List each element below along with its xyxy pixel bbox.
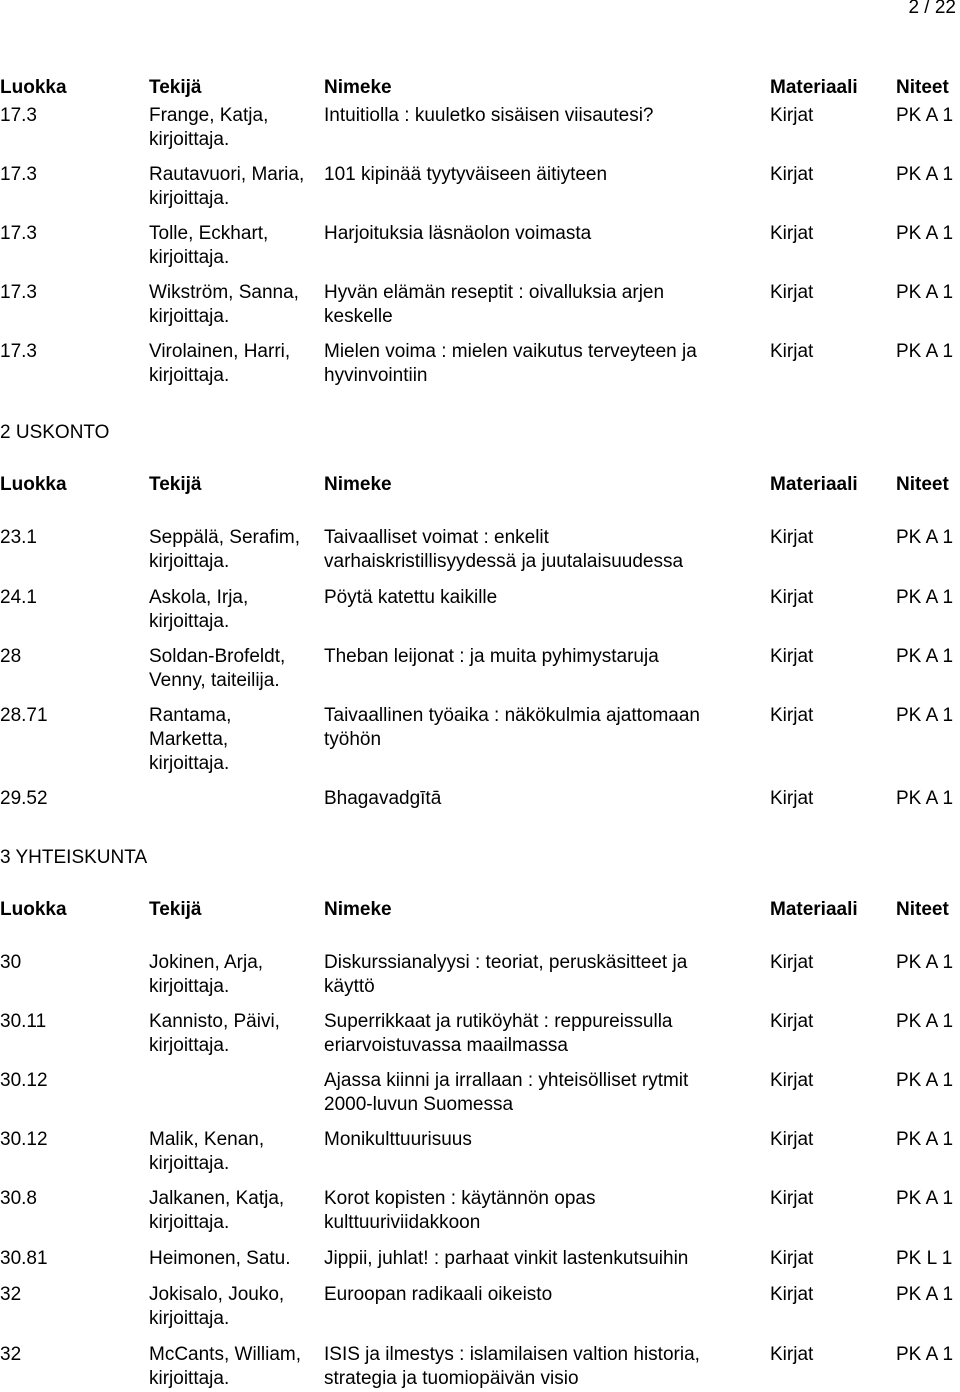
niteet-cell: PK A 1 [896,164,954,185]
tekija-cell [149,163,304,211]
luokka-cell: 28.71 [0,705,48,726]
niteet-cell: PK A 1 [896,1284,954,1305]
nimeke-line: Harjoituksia läsnäolon voimasta [324,223,592,244]
nimeke-line: kulttuuriviidakkoon [324,1212,481,1233]
tekija-line: kirjoittaja. [149,1153,230,1174]
header-luokka: Luokka [0,474,67,495]
niteet-cell: PK A 1 [896,788,954,809]
nimeke-line: varhaiskristillisyydessä ja juutalaisuudessa [324,551,684,572]
tekija-line: Kannisto, Päivi, [149,1011,280,1032]
nimeke-line: Superrikkaat ja rutiköyhät : reppureissulla [324,1011,673,1032]
luokka-cell: 30 [0,952,22,973]
tekija-line: Malik, Kenan, [149,1129,265,1150]
niteet-cell: PK A 1 [896,223,954,244]
luokka-cell: 23.1 [0,527,37,548]
tekija-line: Rautavuori, Maria, [149,164,305,185]
tekija-line: Frange, Katja, [149,105,269,126]
luokka-cell: 30.12 [0,1070,48,1091]
nimeke-line: Ajassa kiinni ja irrallaan : yhteisölliset rytmit [324,1070,689,1091]
luokka-cell: 17.3 [0,105,37,126]
niteet-cell: PK A 1 [896,1011,954,1032]
tekija-line: kirjoittaja. [149,1308,230,1329]
tekija-cell [149,1128,264,1176]
luokka-cell: 28 [0,646,22,667]
tekija-line: kirjoittaja. [149,247,230,268]
niteet-cell: PK A 1 [896,587,954,608]
materiaali-cell: Kirjat [770,282,814,303]
materiaali-cell: Kirjat [770,1188,814,1209]
nimeke-line: ISIS ja ilmestys : islamilaisen valtion historia, [324,1344,700,1365]
tekija-line: Rantama, [149,705,232,726]
header-nimeke: Nimeke [324,474,392,495]
nimeke-line: Bhagavadgītā [324,788,442,809]
header-materiaali: Materiaali [770,474,858,495]
materiaali-cell: Kirjat [770,788,814,809]
niteet-cell: PK A 1 [896,646,954,667]
luokka-cell: 30.8 [0,1188,37,1209]
nimeke-line: eriarvoistuvassa maailmassa [324,1035,568,1056]
materiaali-cell: Kirjat [770,1011,814,1032]
tekija-cell [149,951,263,999]
nimeke-cell [324,1010,673,1058]
luokka-cell: 17.3 [0,282,37,303]
nimeke-cell [324,1187,595,1235]
tekija-line: Seppälä, Serafim, [149,527,301,548]
nimeke-line: Taivaallinen työaika : näkökulmia ajattomaan [324,705,700,726]
tekija-line: Jokinen, Arja, [149,952,264,973]
header-niteet: Niteet [896,474,949,495]
nimeke-line: Intuitiolla : kuuletko sisäisen viisautesi? [324,105,654,126]
tekija-line: Marketta, [149,729,229,750]
header-niteet: Niteet [896,77,949,98]
nimeke-line: Pöytä katettu kaikille [324,587,498,608]
nimeke-cell [324,586,497,610]
niteet-cell: PK A 1 [896,1070,954,1091]
tekija-line: kirjoittaja. [149,1212,230,1233]
tekija-cell [149,645,285,693]
nimeke-cell [324,340,697,388]
tekija-cell [149,1247,291,1271]
header-tekija: Tekijä [149,77,202,98]
nimeke-cell [324,787,441,811]
nimeke-cell [324,1128,472,1152]
luokka-cell: 29.52 [0,788,48,809]
nimeke-line: Euroopan radikaali oikeisto [324,1284,553,1305]
tekija-line: Wikström, Sanna, [149,282,299,303]
luokka-cell: 30.81 [0,1248,48,1269]
nimeke-line: Monikulttuurisuus [324,1129,472,1150]
nimeke-cell [324,1069,688,1117]
nimeke-cell [324,104,654,128]
nimeke-cell [324,281,664,329]
materiaali-cell: Kirjat [770,341,814,362]
tekija-cell [149,1283,284,1331]
luokka-cell: 17.3 [0,341,37,362]
header-materiaali: Materiaali [770,899,858,920]
materiaali-cell: Kirjat [770,1248,814,1269]
niteet-cell: PK A 1 [896,341,954,362]
materiaali-cell: Kirjat [770,1129,814,1150]
luokka-cell: 24.1 [0,587,37,608]
tekija-line: kirjoittaja. [149,551,230,572]
tekija-line: McCants, William, [149,1344,302,1365]
luokka-cell: 32 [0,1284,22,1305]
nimeke-cell [324,222,591,246]
niteet-cell: PK A 1 [896,1129,954,1150]
tekija-cell [149,526,300,574]
tekija-cell [149,704,231,776]
luokka-cell: 32 [0,1344,22,1365]
page-number: 2 / 22 [908,0,956,18]
tekija-line: kirjoittaja. [149,129,230,150]
tekija-cell [149,586,248,634]
niteet-cell: PK A 1 [896,105,954,126]
header-tekija: Tekijä [149,899,202,920]
tekija-cell [149,222,268,270]
materiaali-cell: Kirjat [770,1070,814,1091]
tekija-cell [149,281,299,329]
tekija-line: Jalkanen, Katja, [149,1188,285,1209]
tekija-line: Tolle, Eckhart, [149,223,269,244]
nimeke-line: käyttö [324,976,375,997]
niteet-cell: PK A 1 [896,527,954,548]
tekija-line: kirjoittaja. [149,188,230,209]
materiaali-cell: Kirjat [770,952,814,973]
nimeke-line: keskelle [324,306,393,327]
tekija-line: Venny, taiteilija. [149,670,280,691]
materiaali-cell: Kirjat [770,527,814,548]
nimeke-line: Taivaalliset voimat : enkelit [324,527,549,548]
nimeke-cell [324,163,607,187]
header-luokka: Luokka [0,77,67,98]
luokka-cell: 17.3 [0,223,37,244]
nimeke-cell [324,1247,688,1271]
header-tekija: Tekijä [149,474,202,495]
nimeke-line: Jippii, juhlat! : parhaat vinkit lastenkutsuihin [324,1248,689,1269]
tekija-cell [149,104,268,152]
materiaali-cell: Kirjat [770,223,814,244]
tekija-line: kirjoittaja. [149,753,230,774]
header-nimeke: Nimeke [324,899,392,920]
nimeke-line: 2000-luvun Suomessa [324,1094,514,1115]
tekija-line: kirjoittaja. [149,306,230,327]
header-nimeke: Nimeke [324,77,392,98]
section-title: 2 USKONTO [0,422,110,443]
luokka-cell: 30.11 [0,1011,47,1032]
tekija-cell [149,1343,301,1391]
tekija-line: kirjoittaja. [149,1368,230,1389]
nimeke-line: 101 kipinää tyytyväiseen äitiyteen [324,164,608,185]
nimeke-cell [324,951,687,999]
nimeke-cell [324,526,683,574]
nimeke-line: Hyvän elämän reseptit : oivalluksia arjen [324,282,665,303]
nimeke-line: Diskurssianalyysi : teoriat, peruskäsitteet ja [324,952,688,973]
materiaali-cell: Kirjat [770,1284,814,1305]
tekija-cell [149,1187,284,1235]
niteet-cell: PK L 1 [896,1248,953,1269]
nimeke-cell [324,704,700,752]
luokka-cell: 30.12 [0,1129,48,1150]
tekija-line: Virolainen, Harri, [149,341,291,362]
tekija-cell [149,340,290,388]
tekija-cell [149,1010,280,1058]
tekija-line: Soldan-Brofeldt, [149,646,286,667]
niteet-cell: PK A 1 [896,282,954,303]
nimeke-line: työhön [324,729,382,750]
header-materiaali: Materiaali [770,77,858,98]
tekija-line: kirjoittaja. [149,1035,230,1056]
tekija-line: kirjoittaja. [149,611,230,632]
nimeke-cell [324,1343,700,1391]
tekija-line: kirjoittaja. [149,976,230,997]
nimeke-line: hyvinvointiin [324,365,428,386]
section-title: 3 YHTEISKUNTA [0,847,148,868]
tekija-line: Askola, Irja, [149,587,249,608]
nimeke-cell [324,1283,552,1307]
niteet-cell: PK A 1 [896,952,954,973]
nimeke-line: strategia ja tuomiopäivän visio [324,1368,579,1389]
niteet-cell: PK A 1 [896,1188,954,1209]
header-niteet: Niteet [896,899,949,920]
tekija-line: kirjoittaja. [149,365,230,386]
niteet-cell: PK A 1 [896,705,954,726]
nimeke-cell [324,645,659,669]
materiaali-cell: Kirjat [770,587,814,608]
header-luokka: Luokka [0,899,67,920]
materiaali-cell: Kirjat [770,1344,814,1365]
materiaali-cell: Kirjat [770,705,814,726]
materiaali-cell: Kirjat [770,646,814,667]
nimeke-line: Theban leijonat : ja muita pyhimystaruja [324,646,659,667]
materiaali-cell: Kirjat [770,164,814,185]
nimeke-line: Mielen voima : mielen vaikutus terveyteen ja [324,341,697,362]
niteet-cell: PK A 1 [896,1344,954,1365]
materiaali-cell: Kirjat [770,105,814,126]
tekija-line: Jokisalo, Jouko, [149,1284,285,1305]
tekija-line: Heimonen, Satu. [149,1248,291,1269]
luokka-cell: 17.3 [0,164,37,185]
nimeke-line: Korot kopisten : käytännön opas [324,1188,596,1209]
